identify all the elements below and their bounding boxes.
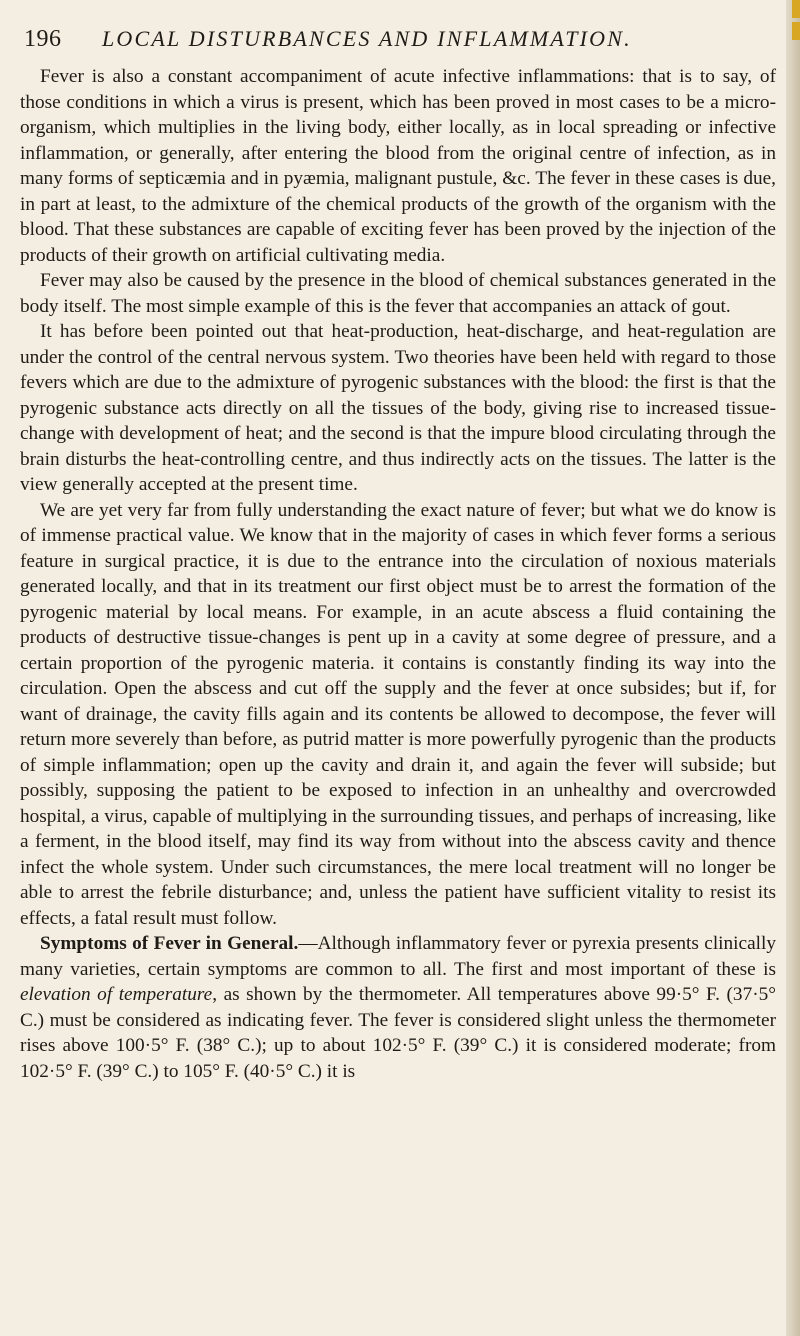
edge-tab-marker [792,22,800,40]
page-edge [786,0,800,1336]
symptoms-text-start: —Although inflammatory fever or pyrexia presents clinically many varieties, certain symptoms are common to all. The first and most important of these is [20,933,777,980]
paragraph-practical-value: We are yet very far from fully understanding the exact nature of fever; but what we do know is of immense practical value. We know that in the majority of cases in which fever forms a serious feature in surgical practice, it is due to the entrance into the circulation of noxious materials generated locally, and that in its treatment our first object must be to arrest the formation of the pyrogenic material by local means. For example, in an acute abscess a fluid containing the products of destructive tissue-changes is pent up in a cavity at some degree of pressure, and a certain proportion of the pyrogenic materia. it contains is constantly finding its way into the circulation. Open the abscess and cut off the supply and the fever at once subsides; but if, for want of drainage, the cavity fills again and its contents be allowed to decompose, the fever will return more severely than before, as putrid matter is more powerfully pyrogenic than the products of simple inflammation; open up the cavity and drain it, and again the fever will subside; but possibly, supposing the patient to be exposed to infection in an unhealthy and overcrowded hospital, a virus, capable of multiplying in the surrounding tissues, and perhaps of increasing, like a ferment, in the blood itself, may find its way from without into the abscess cavity and thence infect the whole system. Under such circumstances, the mere local treatment will no longer be able to arrest the febrile disturbance; and, unless the patient have sufficient vitality to resist its effects, a fatal result must follow. [20,499,776,929]
section-heading: Symptoms of Fever in General. [40,933,299,954]
paragraph-fever-chemical: Fever may also be caused by the presence in the blood of chemical substances generated in the body itself. The most simple example of this is the fever that accompanies an attack of gout. [20,270,776,317]
paragraph-fever-infective: Fever is also a constant accompaniment of acute infective inflammations: that is to say, of those conditions in which a virus is present, which has been proved in most cases to be a micro-organism, which multiplies in the living body, either locally, as in local spreading or infective inflammation, or generally, after entering the blood from the original centre of infection, as in many forms of septicæmia and in pyæmia, malignant pustule, &c. The fever in these cases is due, in part at least, to the admixture of the chemical products of the growth of the organism with the blood. That these substances are capable of exciting fever has been proved by the injection of the products of their growth on artificial cultivating media. [20,66,776,266]
paragraph-theories: It has before been pointed out that heat-production, heat-discharge, and heat-regulation are under the control of the central nervous system. Two theories have been held with regard to those fevers which are due to the admixture of pyrogenic substances with the blood: the first is that the pyrogenic substance acts directly on all the tissues of the body, giving rise to increased tissue-change with development of heat; and the second is that the impure blood circulating through the brain disturbs the heat-controlling centre, and thus indirectly acts on the tissues. The latter is the view generally accepted at the present time. [20,321,776,495]
body-text [20,64,776,1084]
paragraph-symptoms [20,931,776,1084]
emphasized-phrase: elevation of temperature [20,984,213,1005]
running-title: LOCAL DISTURBANCES AND INFLAMMATION. [102,26,632,51]
running-head [24,26,784,53]
edge-tab-marker [792,0,800,18]
symptoms-text-end: , as shown by the thermometer. All temperatures above 99·5° F. (37·5° C.) must be considered as indicating fever. The fever is considered slight unless the thermometer rises above 100·5° F. (38° C.); up to about 102·5° F. (39° C.) it is considered moderate; from 102·5° F. (39° C.) to 105° F. (40·5° C.) it is [20,984,776,1082]
page-number: 196 [24,26,62,52]
